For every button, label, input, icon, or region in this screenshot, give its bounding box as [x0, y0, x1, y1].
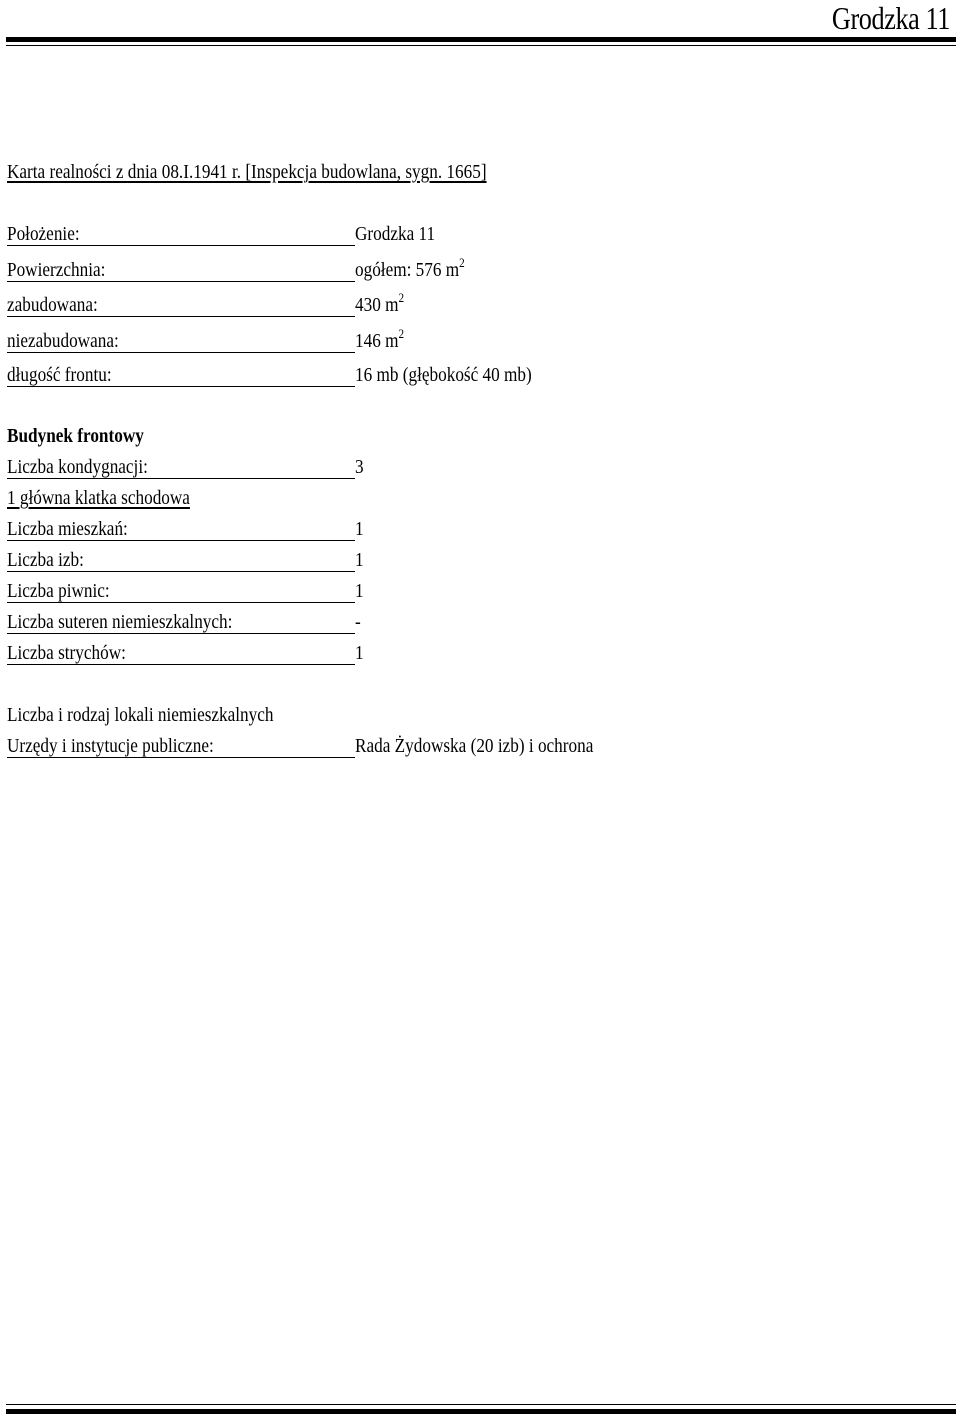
- premises-value-text: Rada Żydowska (20 izb) i ochrona: [355, 735, 594, 757]
- property-value-text: 146 m: [355, 330, 399, 352]
- property-label: [7, 293, 355, 317]
- building-value-text: 1: [355, 642, 364, 664]
- header-rule-thick: [6, 37, 956, 42]
- footer-rule-thick: [6, 1409, 956, 1414]
- building-heading: Budynek frontowy: [7, 425, 144, 447]
- page-title: Grodzka 11: [831, 0, 950, 36]
- building-value: [355, 548, 364, 572]
- superscript: 2: [398, 290, 405, 305]
- property-value: [355, 363, 532, 387]
- property-value: [355, 255, 465, 282]
- property-label: [7, 258, 355, 282]
- property-label: [7, 363, 355, 387]
- superscript: 2: [459, 255, 465, 270]
- card-source-line: Karta realności z dnia 08.I.1941 r. [Inspekcja budowlana, sygn. 1665]: [7, 161, 487, 183]
- building-value-text: 1: [355, 518, 364, 540]
- property-label-text: niezabudowana:: [7, 330, 119, 352]
- property-value: [355, 326, 405, 353]
- property-label-text: zabudowana:: [7, 294, 98, 316]
- building-label: [7, 579, 355, 603]
- building-label-text: Liczba kondygnacji:: [7, 456, 148, 478]
- header-rule-thin: [6, 45, 956, 46]
- building-label-text: Liczba suteren niemieszkalnych:: [7, 611, 233, 633]
- building-label: [7, 641, 355, 665]
- building-label: [7, 610, 355, 634]
- building-value-text: 1: [355, 580, 364, 602]
- building-value: [355, 610, 361, 634]
- property-value: [355, 290, 405, 317]
- property-value-text: 430 m: [355, 294, 399, 316]
- property-value-text: ogółem: 576 m: [355, 259, 460, 281]
- property-label-text: długość frontu:: [7, 364, 112, 386]
- building-value: [355, 455, 364, 479]
- building-label: [7, 517, 355, 541]
- building-label-text: Liczba mieszkań:: [7, 518, 128, 540]
- building-label-text: Liczba strychów:: [7, 642, 126, 664]
- building-value: [355, 517, 364, 541]
- building-value-text: -: [355, 611, 361, 633]
- building-value-text: 1: [355, 549, 364, 571]
- property-label-text: Powierzchnia:: [7, 259, 106, 281]
- footer-rule-thin: [6, 1404, 956, 1405]
- premises-label: [7, 734, 355, 758]
- property-label: [7, 329, 355, 353]
- premises-heading: Liczba i rodzaj lokali niemieszkalnych: [7, 704, 274, 726]
- property-value-text: 16 mb (głębokość 40 mb): [355, 364, 532, 386]
- building-label: [7, 455, 355, 479]
- premises-label-text: Urzędy i instytucje publiczne:: [7, 735, 214, 757]
- building-label-text: Liczba izb:: [7, 549, 84, 571]
- property-value-text: Grodzka 11: [355, 223, 436, 245]
- premises-value: [355, 734, 593, 758]
- building-value-text: 3: [355, 456, 364, 478]
- property-value: [355, 222, 435, 246]
- building-label: [7, 548, 355, 572]
- property-label: [7, 222, 355, 246]
- property-label-text: Położenie:: [7, 223, 80, 245]
- building-label-text: Liczba piwnic:: [7, 580, 110, 602]
- superscript: 2: [398, 326, 405, 341]
- building-value: [355, 641, 364, 665]
- staircase-line: 1 główna klatka schodowa: [7, 487, 190, 509]
- building-value: [355, 579, 364, 603]
